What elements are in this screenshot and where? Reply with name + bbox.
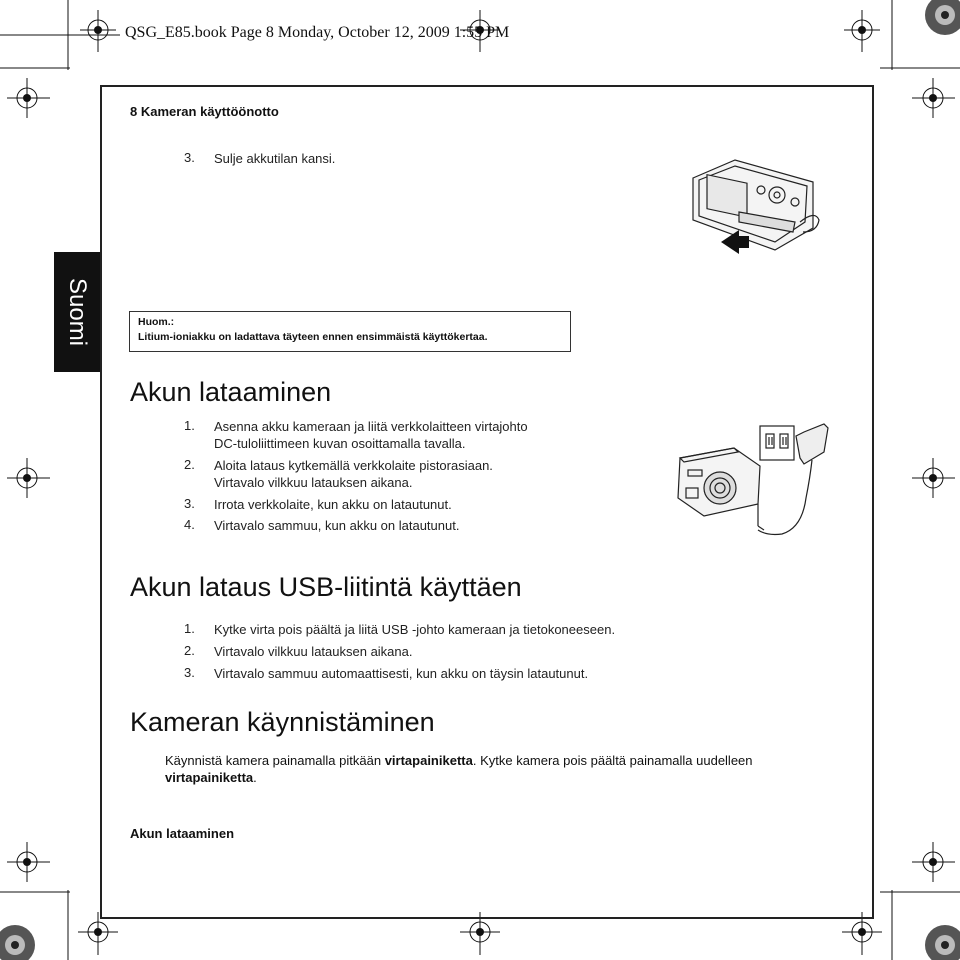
usb-step-2 — [184, 643, 744, 661]
paragraph-text: . — [253, 770, 257, 785]
step-number: 2. — [184, 643, 195, 658]
note-label: Huom.: — [138, 316, 175, 328]
book-header: QSG_E85.book Page 8 Monday, October 12, 2009 1:55 PM — [125, 24, 510, 41]
section-title-charging: Akun lataaminen — [130, 377, 332, 407]
footer-heading: Akun lataaminen — [130, 826, 235, 841]
paragraph-text: Käynnistä kamera painamalla pitkään — [165, 753, 385, 768]
step-text-cont: Virtavalo vilkkuu latauksen aikana. — [214, 475, 413, 490]
charging-step-3 — [184, 496, 614, 514]
step-number: 4. — [184, 517, 195, 532]
running-head: 8 Kameran käyttöönotto — [130, 104, 279, 119]
step-number: 3. — [184, 150, 195, 165]
step-number: 2. — [184, 457, 195, 472]
note-text: Litium-ioniakku on ladattava täyteen ennen ensimmäistä käyttökertaa. — [138, 331, 488, 343]
camera-charger-illustration — [672, 418, 862, 553]
camera-battery-door-illustration — [685, 150, 825, 260]
close-cover-step — [184, 150, 584, 168]
charging-step-4 — [184, 517, 614, 535]
charging-step-1 — [184, 418, 614, 454]
step-text: Sulje akkutilan kansi. — [214, 151, 336, 166]
step-text: Aloita lataus kytkemällä verkkolaite pistorasiaan. — [214, 458, 493, 473]
step-number: 1. — [184, 621, 195, 636]
step-number: 1. — [184, 418, 195, 433]
power-on-paragraph — [165, 752, 845, 786]
note-box — [129, 311, 571, 352]
step-text-cont: DC-tuloliittimeen kuvan osoittamalla tavalla. — [214, 436, 466, 451]
language-tab-label: Suomi — [64, 277, 91, 347]
section-title-usb-charging: Akun lataus USB-liitintä käyttäen — [130, 572, 522, 602]
charging-step-2 — [184, 457, 614, 493]
power-button-term: virtapainiketta — [165, 770, 254, 785]
step-number: 3. — [184, 665, 195, 680]
section-title-power-on: Kameran käynnistäminen — [130, 707, 435, 737]
step-text: Virtavalo sammuu automaattisesti, kun akku on täysin latautunut. — [214, 666, 589, 681]
step-number: 3. — [184, 496, 195, 511]
usb-step-1 — [184, 621, 744, 639]
step-text: Asenna akku kameraan ja liitä verkkolaitteen virtajohto — [214, 419, 528, 434]
paragraph-text: . Kytke kamera pois päältä painamalla uudelleen — [472, 753, 753, 768]
step-text: Virtavalo vilkkuu latauksen aikana. — [214, 644, 413, 659]
power-button-term: virtapainiketta — [384, 753, 473, 768]
step-text: Irrota verkkolaite, kun akku on latautunut. — [214, 497, 452, 512]
step-text: Virtavalo sammuu, kun akku on latautunut. — [214, 518, 460, 533]
language-tab — [54, 252, 100, 372]
usb-step-3 — [184, 665, 744, 683]
step-text: Kytke virta pois päältä ja liitä USB -johto kameraan ja tietokoneeseen. — [214, 622, 616, 637]
